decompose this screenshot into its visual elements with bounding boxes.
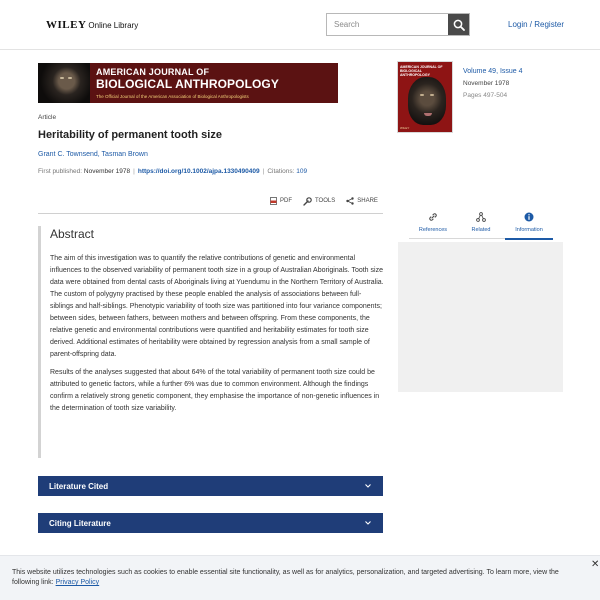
search-icon bbox=[453, 19, 465, 31]
banner-primate-image bbox=[38, 63, 90, 103]
cookie-banner bbox=[0, 555, 600, 600]
article-type: Article bbox=[38, 114, 57, 121]
share-button[interactable] bbox=[346, 197, 378, 205]
article-meta: First published: November 1978 | https://doi.org/10.1002/ajpa.1330490409 | Citations: 109 bbox=[38, 168, 308, 175]
abstract-heading: Abstract bbox=[50, 227, 95, 241]
first-published-value: November 1978 bbox=[83, 168, 131, 175]
logo-wiley-text: WILEY bbox=[46, 19, 87, 31]
citing-literature-label: Citing Literature bbox=[49, 518, 111, 528]
tools-divider bbox=[38, 213, 383, 214]
abstract-section bbox=[38, 226, 383, 458]
login-register-link[interactable]: Login / Register bbox=[508, 20, 565, 29]
article-title: Heritability of permanent tooth size bbox=[38, 129, 222, 141]
abstract-paragraph-1: The aim of this investigation was to quantify the relative contributions of genetic and environmental influences to the observed variability of permanent tooth size in a group of Australian Aboriginals. Tooth size data were obtained from dental casts of Aboriginals living at Yuendumu in the Northern Territory of Australia. The custom of polygyny practised by these people enabled the analysis of associations between full-siblings and half-siblings. Phenotypic variability of tooth size was partitioned into four variance components; between sides, between fathers, between mothers and between offspring. From these components, the relative genetic and environmental contributions were quantified and heritability estimates for tooth size derived. Additional estimates of heritability were obtained by regression analysis from a small sample of parent-offspring data. bbox=[50, 255, 384, 358]
journal-banner[interactable] bbox=[38, 63, 338, 103]
first-published-label: First published: bbox=[38, 168, 83, 175]
citations-label: Citations: bbox=[267, 168, 295, 175]
literature-cited-label: Literature Cited bbox=[49, 481, 109, 491]
article-authors[interactable]: Grant C. Townsend, Tasman Brown bbox=[38, 151, 148, 158]
information-panel bbox=[398, 242, 563, 392]
doi-link[interactable]: https://doi.org/10.1002/ajpa.1330490409 bbox=[137, 168, 260, 175]
literature-cited-accordion[interactable] bbox=[38, 476, 383, 496]
wiley-logo[interactable] bbox=[46, 19, 138, 31]
site-header bbox=[0, 0, 600, 50]
banner-line3: The Official Journal of the American Association of Biological Anthropologists bbox=[96, 94, 249, 99]
network-icon bbox=[476, 212, 486, 222]
tab-related[interactable] bbox=[457, 209, 505, 239]
cover-title: AMERICAN JOURNAL OF BIOLOGICAL ANTHROPOLOGY bbox=[400, 65, 443, 77]
journal-cover[interactable] bbox=[397, 61, 453, 133]
issue-date: November 1978 bbox=[463, 80, 510, 87]
volume-issue-link[interactable]: Volume 49, Issue 4 bbox=[463, 68, 523, 75]
article-tools bbox=[270, 196, 389, 206]
logo-online-library-text: Online Library bbox=[88, 21, 139, 30]
tools-label: TOOLS bbox=[315, 198, 336, 204]
cookie-text-block bbox=[12, 568, 587, 588]
share-icon bbox=[346, 197, 354, 205]
cookie-text: This website utilizes technologies such as cookies to enable essential site functionality, as well as for analytics, personalization, and targeted advertising. To learn more, view the following link: bbox=[12, 569, 559, 586]
search-input[interactable] bbox=[327, 14, 447, 35]
chevron-down-icon bbox=[364, 482, 372, 490]
search-button[interactable] bbox=[448, 14, 469, 35]
pdf-label: PDF bbox=[280, 198, 292, 204]
share-label: SHARE bbox=[357, 198, 378, 204]
citations-link[interactable]: 109 bbox=[296, 168, 308, 175]
cover-footer: WILEY bbox=[400, 126, 410, 130]
tools-button[interactable] bbox=[303, 197, 335, 206]
link-icon bbox=[428, 212, 438, 222]
banner-line1: AMERICAN JOURNAL OF bbox=[96, 67, 210, 77]
chevron-down-icon bbox=[364, 519, 372, 527]
pdf-button[interactable] bbox=[270, 197, 292, 205]
banner-line2: BIOLOGICAL ANTHROPOLOGY bbox=[96, 77, 279, 91]
tab-references-label: References bbox=[418, 227, 448, 233]
abstract-paragraph-2: Results of the analyses suggested that about 64% of the total variability of permanent tooth size could be attributed to genetic factors, while a further 6% was due to common environment. Although the findings confirm a relatively strong genetic component, they emphasise the importance of non-genetic influences in the determination of tooth size variability. bbox=[50, 369, 380, 412]
issue-pages: Pages 497-504 bbox=[463, 92, 508, 99]
pdf-icon bbox=[270, 197, 277, 205]
tab-information[interactable] bbox=[505, 209, 553, 239]
cover-primate-image bbox=[408, 77, 446, 125]
privacy-policy-link[interactable]: Privacy Policy bbox=[55, 579, 100, 586]
sidebar-tabs bbox=[409, 209, 553, 239]
tab-references[interactable] bbox=[409, 209, 457, 239]
wrench-icon bbox=[303, 197, 312, 206]
info-icon bbox=[524, 212, 534, 222]
close-icon[interactable]: ✕ bbox=[591, 559, 600, 570]
search-box bbox=[326, 13, 470, 36]
tab-related-label: Related bbox=[471, 227, 491, 233]
citing-literature-accordion[interactable] bbox=[38, 513, 383, 533]
tab-information-label: Information bbox=[515, 227, 543, 233]
